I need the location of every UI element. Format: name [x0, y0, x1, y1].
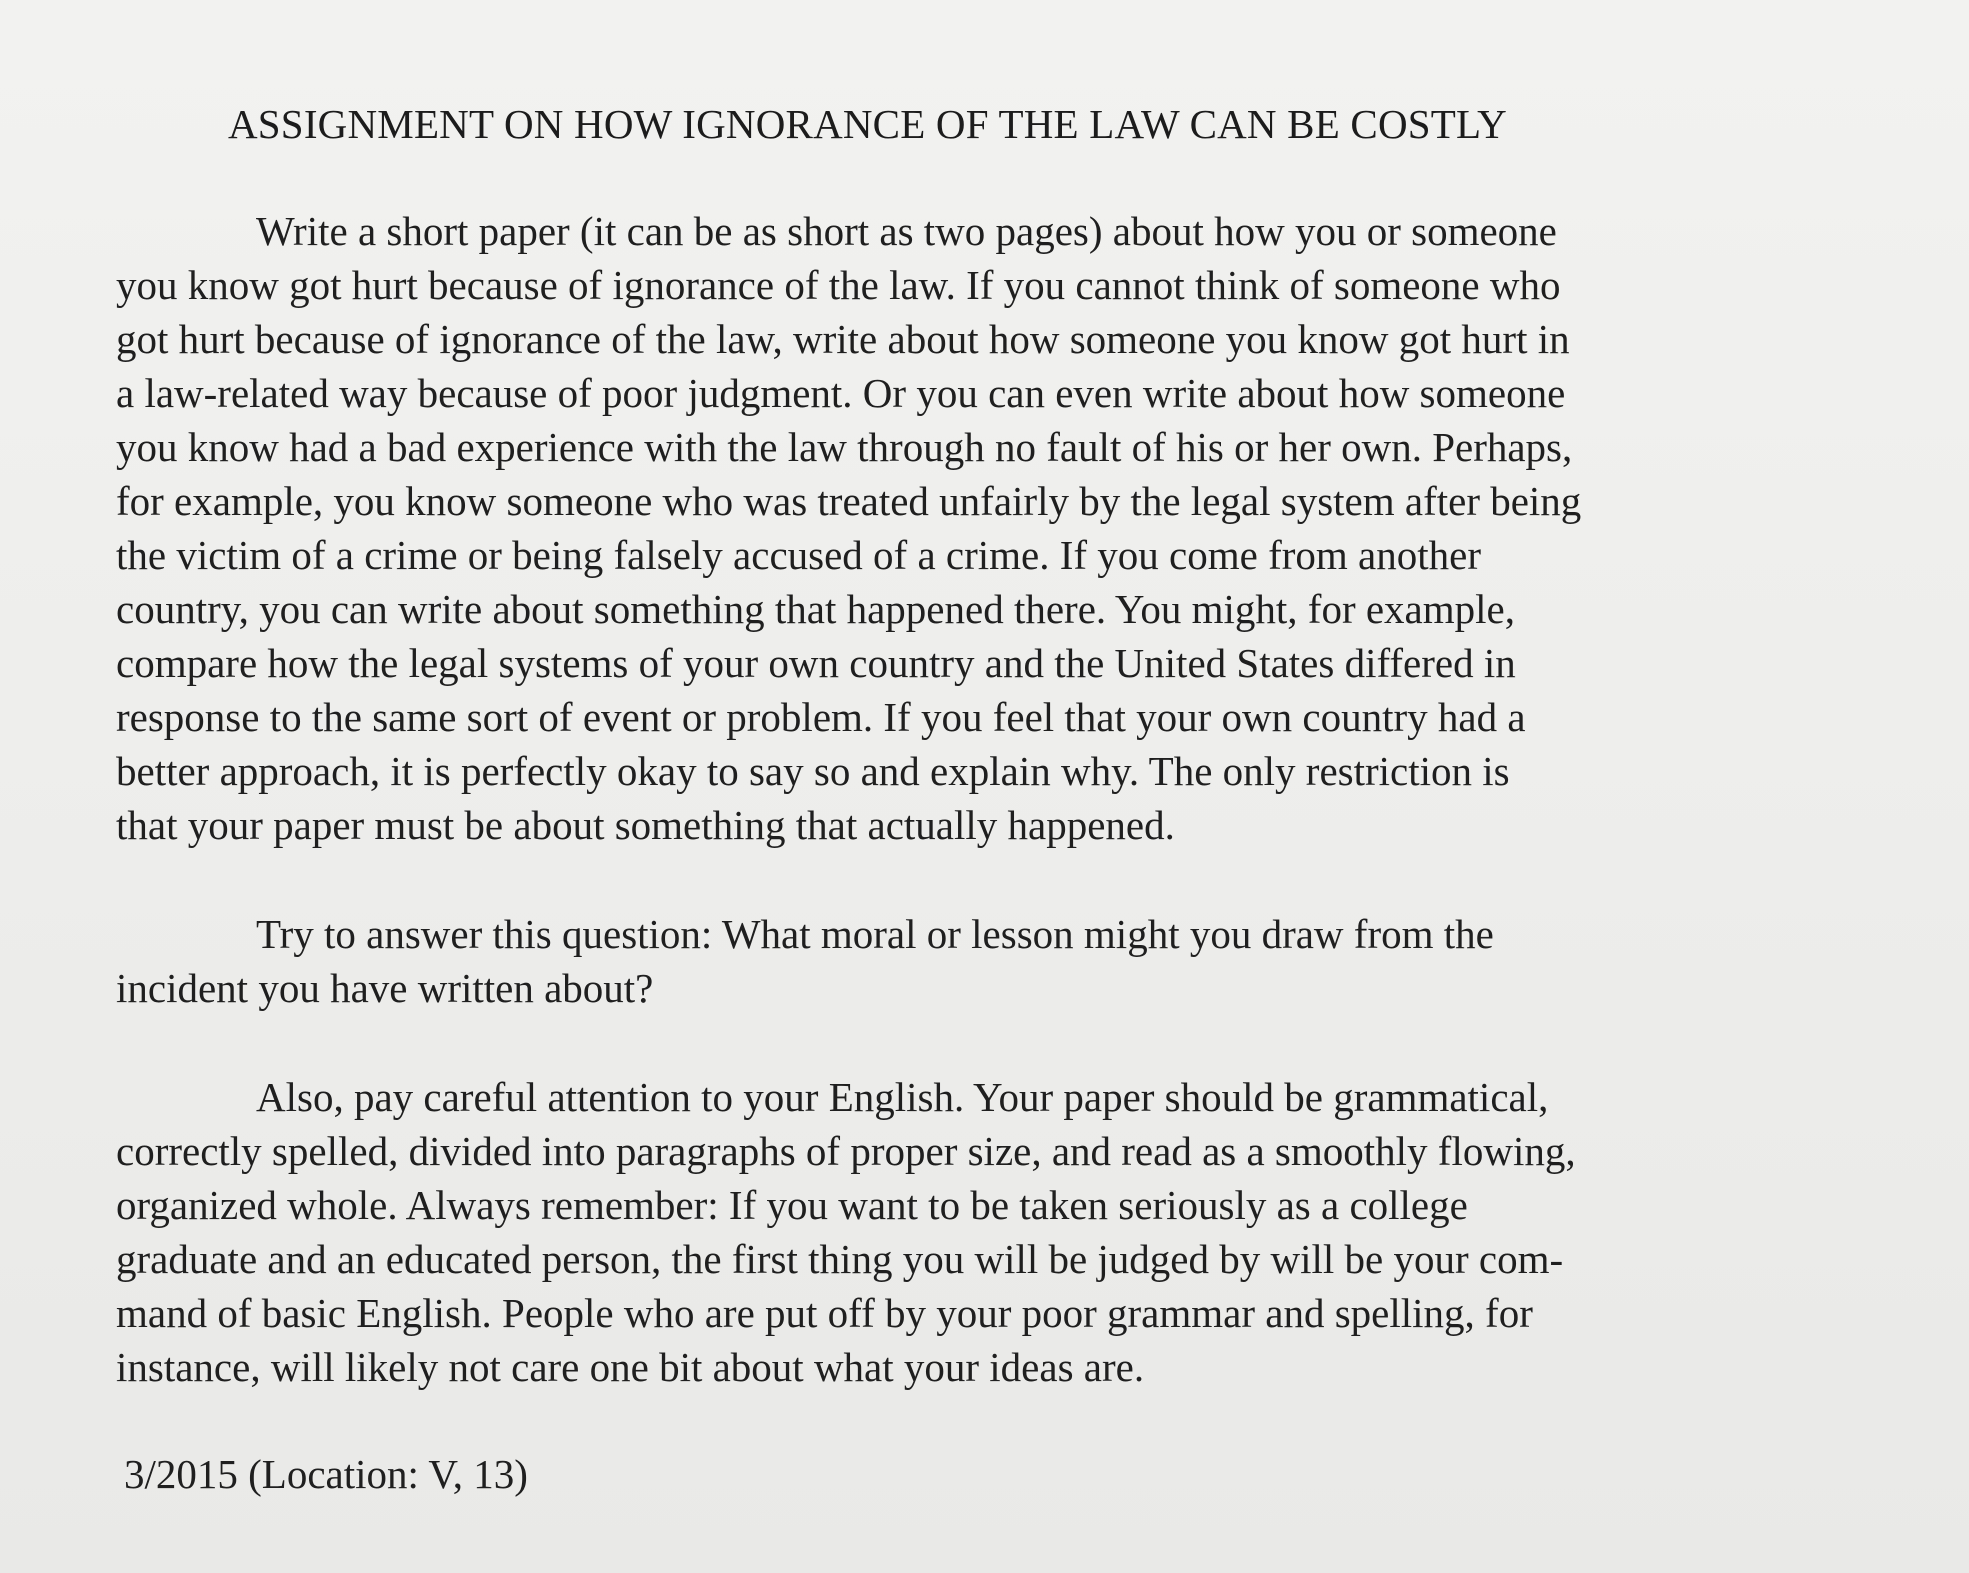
- paragraph-line: compare how the legal systems of your own country and the United States differed in: [116, 640, 1516, 686]
- paragraph-line: instance, will likely not care one bit about what your ideas are.: [116, 1344, 1145, 1390]
- paragraph-line: incident you have written about?: [116, 965, 654, 1011]
- paragraph-line: correctly spelled, divided into paragraphs of proper size, and read as a smoothly flowing,: [116, 1128, 1576, 1174]
- paragraph-line: the victim of a crime or being falsely accused of a crime. If you come from another: [116, 532, 1481, 578]
- document-title: ASSIGNMENT ON HOW IGNORANCE OF THE LAW CAN BE COSTLY: [228, 101, 1507, 147]
- paragraph-line: mand of basic English. People who are put off by your poor grammar and spelling, for: [116, 1290, 1533, 1336]
- paragraph-line: Write a short paper (it can be as short as two pages) about how you or someone: [256, 208, 1557, 254]
- paragraph-assignment-instructions: [116, 204, 1581, 852]
- paragraph-line: got hurt because of ignorance of the law, write about how someone you know got hurt in: [116, 316, 1570, 362]
- paragraph-line: you know had a bad experience with the law through no fault of his or her own. Perhaps,: [116, 424, 1573, 470]
- paragraph-line: graduate and an educated person, the first thing you will be judged by will be your com-: [116, 1236, 1564, 1282]
- document-footer-date-location: 3/2015 (Location: V, 13): [124, 1451, 528, 1497]
- paragraph-line: organized whole. Always remember: If you want to be taken seriously as a college: [116, 1182, 1468, 1228]
- paragraph-english-advice: [116, 1070, 1576, 1394]
- paragraph-line: Try to answer this question: What moral or lesson might you draw from the: [256, 911, 1494, 957]
- paragraph-line: response to the same sort of event or problem. If you feel that your own country had a: [116, 694, 1526, 740]
- paragraph-line: for example, you know someone who was treated unfairly by the legal system after being: [116, 478, 1582, 524]
- paragraph-line: Also, pay careful attention to your English. Your paper should be grammatical,: [256, 1074, 1549, 1120]
- paragraph-line: that your paper must be about something that actually happened.: [116, 802, 1175, 848]
- paragraph-line: better approach, it is perfectly okay to say so and explain why. The only restriction is: [116, 748, 1510, 794]
- paragraph-line: you know got hurt because of ignorance of the law. If you cannot think of someone who: [116, 262, 1561, 308]
- paragraph-line: country, you can write about something that happened there. You might, for example,: [116, 586, 1515, 632]
- paragraph-line: a law-related way because of poor judgment. Or you can even write about how someone: [116, 370, 1566, 416]
- paragraph-question: [116, 907, 1494, 1015]
